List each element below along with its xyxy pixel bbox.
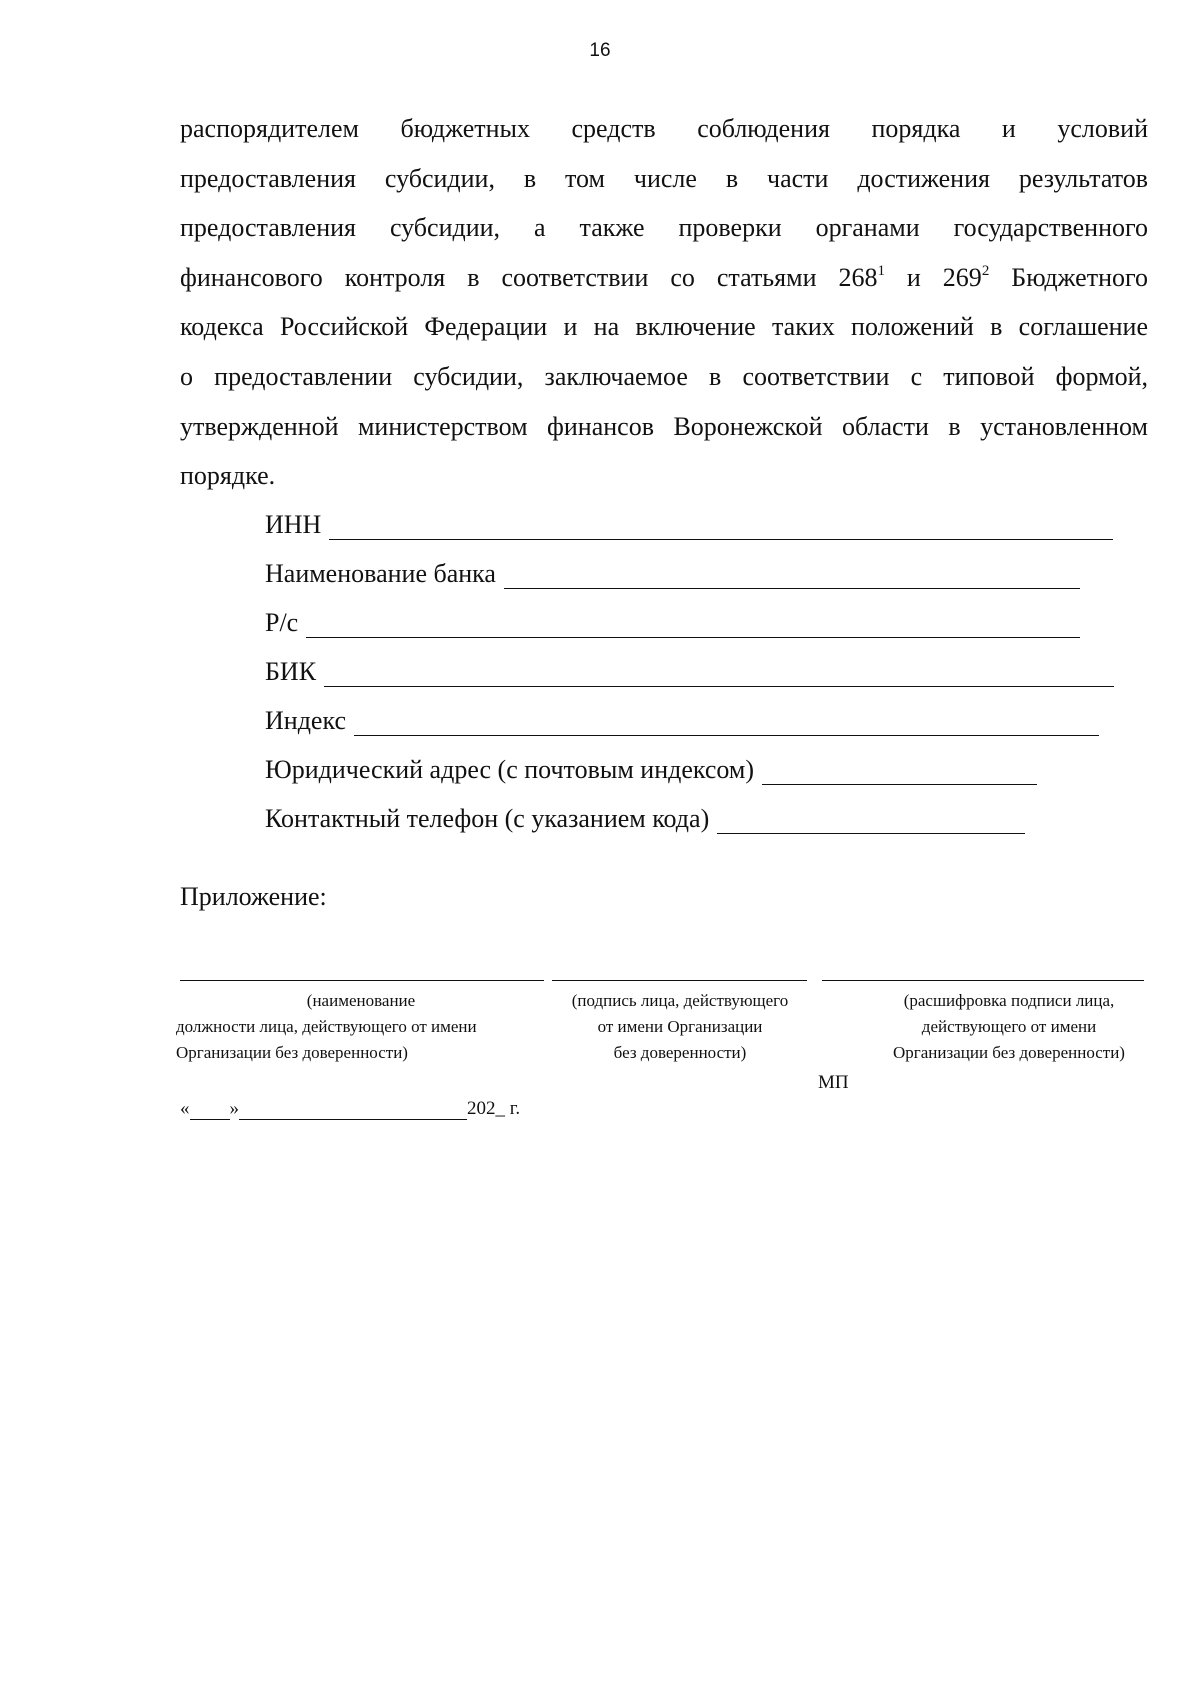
date-year: 202_ г.: [467, 1098, 521, 1119]
caption-line: Организации без доверенности): [893, 1043, 1125, 1062]
paragraph-text: финансового контроля в соответствии со статьями 268: [180, 262, 878, 292]
date-field: [180, 1098, 520, 1120]
bik-label: БИК: [265, 657, 317, 686]
inn-label: ИНН: [265, 510, 322, 539]
phone-label: Контактный телефон (с указанием кода): [265, 804, 710, 833]
caption-line: (наименование: [306, 991, 416, 1010]
footnote-superscript: 1: [877, 262, 885, 279]
legal-address-label: Юридический адрес (с почтовым индексом): [265, 755, 755, 784]
bank-name-input-line[interactable]: [504, 560, 1080, 589]
paragraph-line: о предоставлении субсидии, заключаемое в соответствии с типовой формой,: [180, 361, 1148, 391]
date-open-quote: «: [180, 1098, 190, 1119]
signature-line[interactable]: [552, 980, 807, 981]
caption-line: действующего от имени: [921, 1017, 1097, 1036]
phone-field: [265, 794, 1025, 834]
account-input-line[interactable]: [306, 609, 1080, 638]
paragraph-line: предоставления субсидии, в том числе в части достижения результатов: [180, 163, 1148, 193]
paragraph-line: предоставления субсидии, а также проверки органами государственного: [180, 213, 1148, 243]
inn-input-line[interactable]: [329, 511, 1113, 540]
decoding-signature-line[interactable]: [822, 980, 1144, 981]
caption-line: от имени Организации: [597, 1017, 763, 1036]
paragraph-text: Бюджетного: [989, 262, 1148, 292]
stamp-place-label: МП: [818, 1072, 849, 1093]
decoding-caption: [864, 988, 1154, 1066]
bank-name-label: Наименование банка: [265, 559, 496, 588]
bik-field: [265, 647, 1114, 687]
footnote-superscript: 2: [981, 262, 990, 279]
day-input-line[interactable]: [190, 1101, 230, 1120]
paragraph-text: и 269: [884, 262, 982, 292]
position-signature-line[interactable]: [180, 980, 544, 981]
body-paragraph: [180, 104, 1148, 501]
page-number: 16: [589, 40, 611, 61]
caption-line: должности лица, действующего от имени: [176, 1017, 477, 1036]
caption-line: без доверенности): [613, 1043, 747, 1062]
caption-line: Организации без доверенности): [176, 1043, 408, 1062]
month-input-line[interactable]: [239, 1101, 467, 1120]
appendix-label: Приложение:: [180, 882, 327, 911]
index-label: Индекс: [265, 706, 346, 735]
paragraph-line: кодекса Российской Федерации и на включение таких положений в соглашение: [180, 312, 1148, 342]
phone-input-line[interactable]: [717, 805, 1025, 834]
paragraph-line: порядке.: [180, 461, 276, 491]
signature-caption: [548, 988, 812, 1066]
paragraph-line-with-footnotes: [180, 253, 1148, 303]
date-close-quote: »: [229, 1098, 239, 1119]
account-label: Р/с: [265, 608, 299, 637]
legal-address-input-line[interactable]: [762, 756, 1037, 785]
bik-input-line[interactable]: [324, 658, 1114, 687]
inn-field: [265, 500, 1113, 540]
caption-line: (расшифровка подписи лица,: [903, 991, 1115, 1010]
paragraph-line: распорядителем бюджетных средств соблюдения порядка и условий: [180, 114, 1148, 143]
index-input-line[interactable]: [354, 707, 1099, 736]
legal-address-field: [265, 745, 1037, 785]
caption-line: (подпись лица, действующего: [571, 991, 789, 1010]
bank-name-field: [265, 549, 1080, 589]
index-field: [265, 696, 1099, 736]
position-caption: [176, 988, 546, 1066]
account-field: [265, 598, 1080, 638]
paragraph-line: утвержденной министерством финансов Воронежской области в установленном: [180, 411, 1148, 441]
